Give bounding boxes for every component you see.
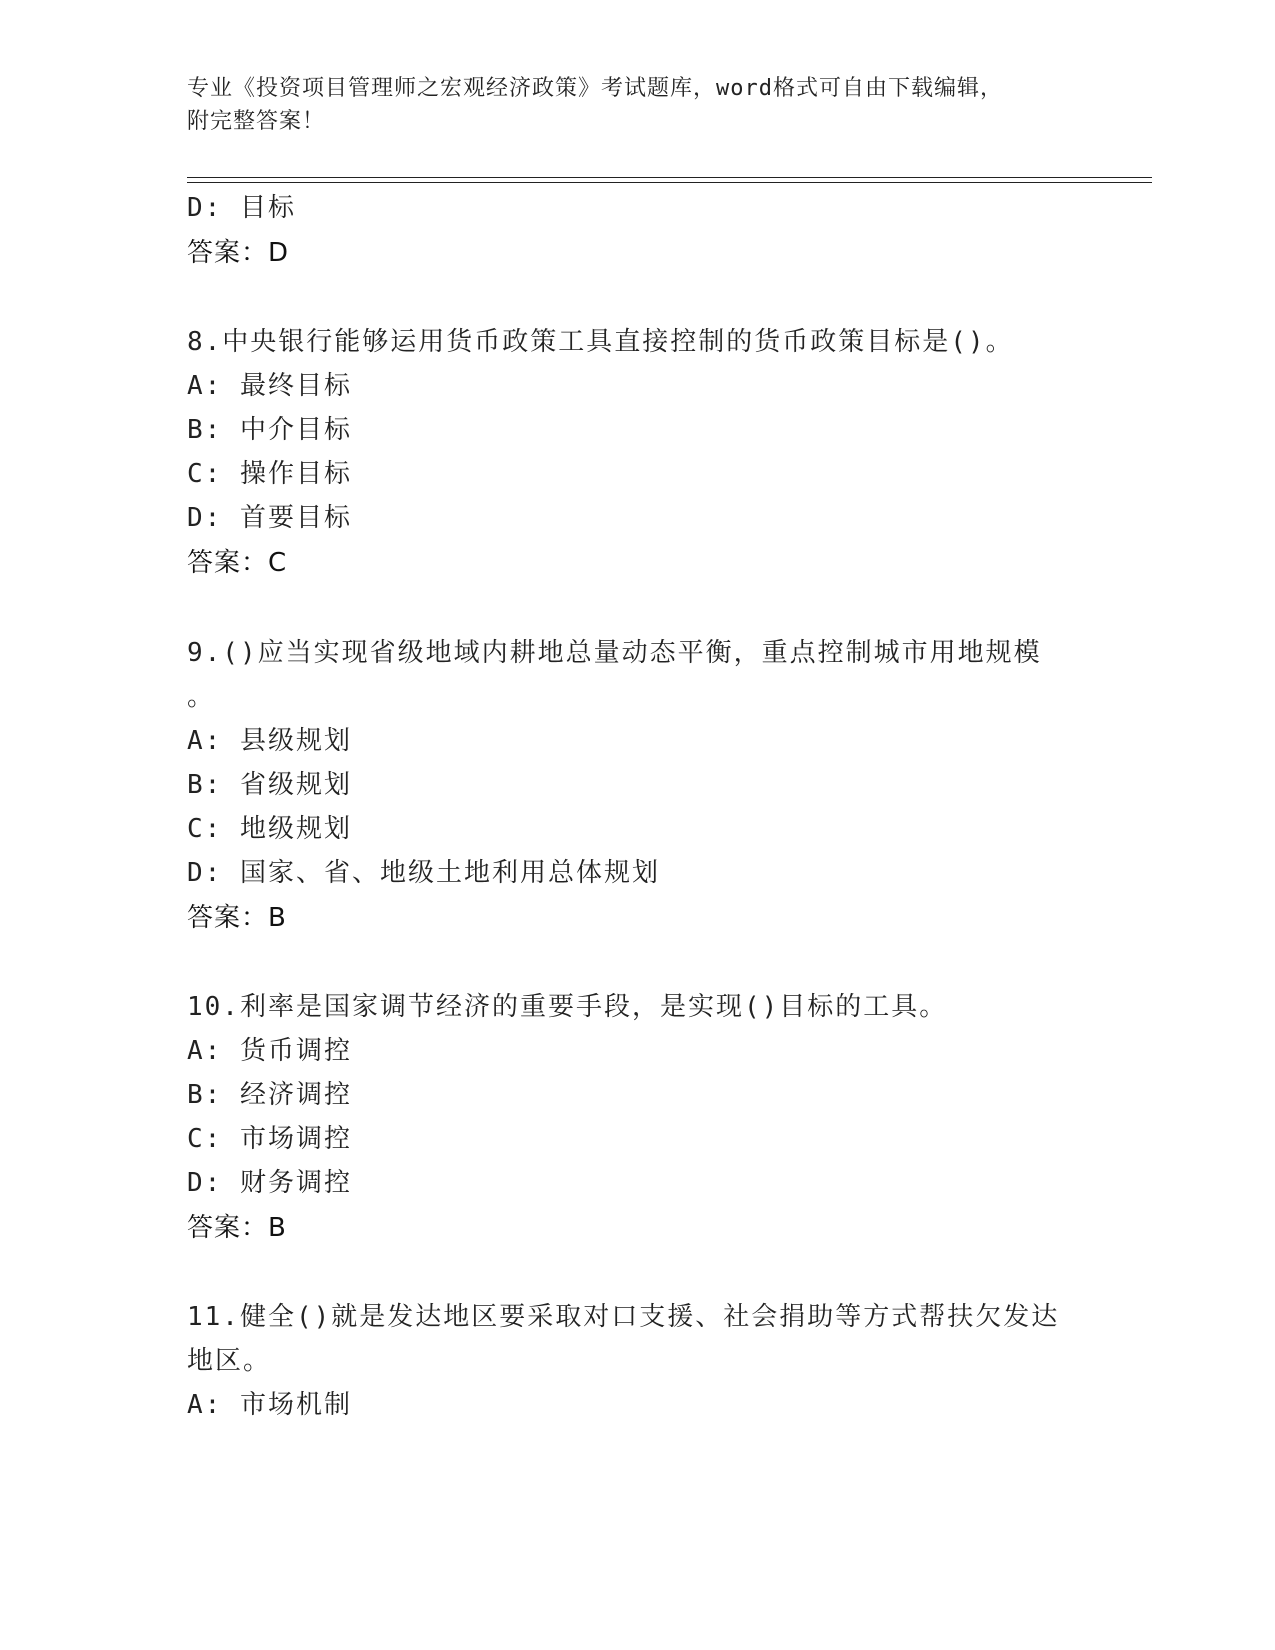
q8-option-a: A: 最终目标 — [187, 371, 352, 401]
q9-option-a: A: 县级规划 — [187, 726, 352, 756]
prev-answer: 答案：D — [187, 238, 290, 268]
header-rule-top — [187, 177, 1152, 178]
q9-answer: 答案：B — [187, 903, 287, 933]
q11-option-a: A: 市场机制 — [187, 1390, 352, 1420]
q9-option-d: D: 国家、省、地级土地利用总体规划 — [187, 858, 660, 888]
q9-stem-line-1: 9.()应当实现省级地域内耕地总量动态平衡，重点控制城市用地规模 — [187, 638, 1042, 668]
header-line-1: 专业《投资项目管理师之宏观经济政策》考试题库，word格式可自由下载编辑， — [187, 76, 1003, 101]
q9-stem-line-2: 。 — [187, 682, 216, 712]
prev-option-d: D: 目标 — [187, 193, 296, 223]
q10-option-d: D: 财务调控 — [187, 1168, 352, 1198]
q8-option-b: B: 中介目标 — [187, 415, 352, 445]
q8-stem: 8.中央银行能够运用货币政策工具直接控制的货币政策目标是()。 — [187, 327, 1014, 357]
header-rule-bottom — [187, 182, 1152, 183]
q9-option-c: C: 地级规划 — [187, 814, 352, 844]
q11-stem-line-1: 11.健全()就是发达地区要采取对口支援、社会捐助等方式帮扶欠发达 — [187, 1302, 1060, 1332]
q11-stem-line-2: 地区。 — [187, 1346, 272, 1376]
q8-option-d: D: 首要目标 — [187, 503, 352, 533]
q10-answer: 答案：B — [187, 1213, 287, 1243]
q8-option-c: C: 操作目标 — [187, 459, 352, 489]
q9-option-b: B: 省级规划 — [187, 770, 352, 800]
q10-option-c: C: 市场调控 — [187, 1124, 352, 1154]
q8-answer: 答案：C — [187, 548, 288, 578]
header-line-2: 附完整答案！ — [187, 109, 326, 134]
header-note — [187, 72, 1067, 138]
q10-stem: 10.利率是国家调节经济的重要手段，是实现()目标的工具。 — [187, 992, 948, 1022]
q10-option-a: A: 货币调控 — [187, 1036, 352, 1066]
q10-option-b: B: 经济调控 — [187, 1080, 352, 1110]
